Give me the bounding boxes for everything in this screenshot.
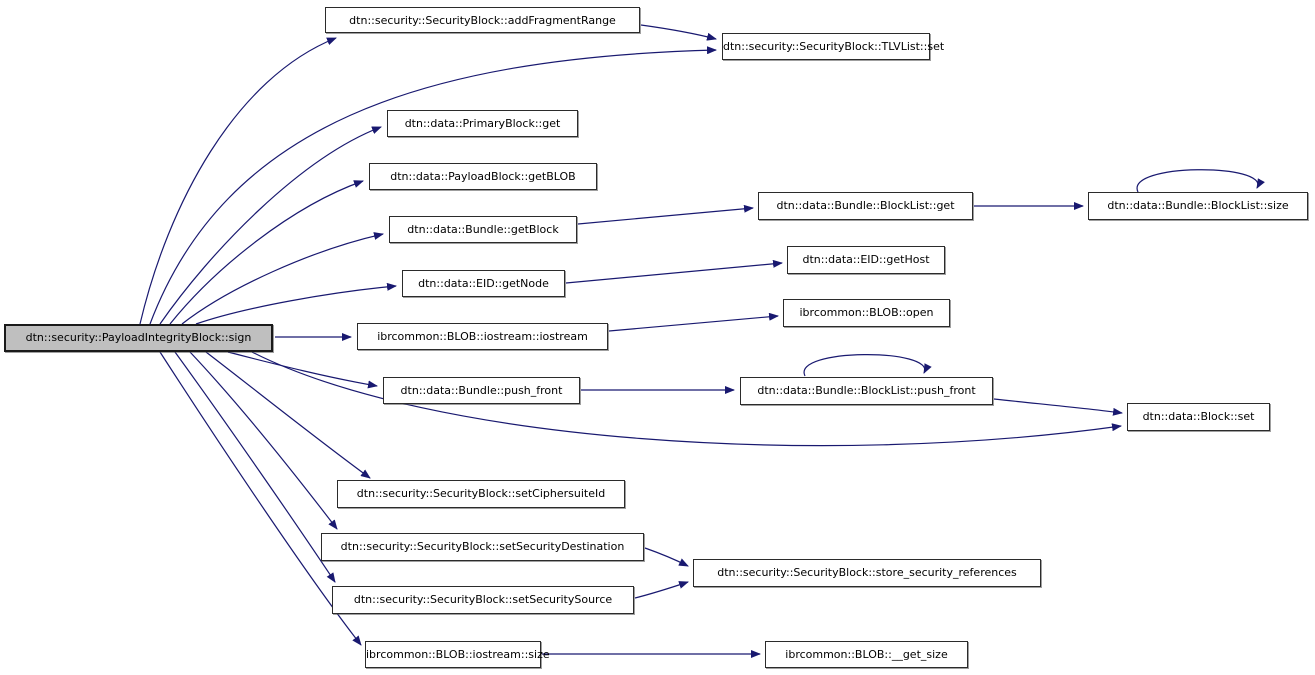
edge-blocklist-size-self-loop xyxy=(1137,170,1258,192)
edge-sign-to-bundle-push-front xyxy=(228,352,377,386)
edge-sign-to-setsecuritysource xyxy=(175,352,335,582)
node-blocklist-get[interactable]: dtn::data::Bundle::BlockList::get xyxy=(758,192,973,220)
node-eid-getnode[interactable]: dtn::data::EID::getNode xyxy=(402,270,565,297)
node-blocklist-push-front[interactable]: dtn::data::Bundle::BlockList::push_front xyxy=(740,377,993,405)
node-blocklist-size[interactable]: dtn::data::Bundle::BlockList::size xyxy=(1088,192,1308,220)
edge-blocklist-push-front-self-loop xyxy=(804,355,925,376)
node-setciphersuiteid[interactable]: dtn::security::SecurityBlock::setCiphersuiteId xyxy=(337,480,625,508)
node-eid-gethost[interactable]: dtn::data::EID::getHost xyxy=(787,246,945,274)
edge-blocklist-push-front-to-block-set xyxy=(994,399,1122,413)
node-blob-open[interactable]: ibrcommon::BLOB::open xyxy=(783,299,950,327)
node-store-security-references[interactable]: dtn::security::SecurityBlock::store_security_references xyxy=(693,559,1041,587)
edge-sign-to-blob-iostream-size xyxy=(160,352,361,645)
node-add-fragment-range[interactable]: dtn::security::SecurityBlock::addFragmentRange xyxy=(325,7,640,33)
node-bundle-push-front[interactable]: dtn::data::Bundle::push_front xyxy=(383,377,580,404)
node-setsecuritydestination[interactable]: dtn::security::SecurityBlock::setSecurityDestination xyxy=(321,533,644,561)
node-bundle-getblock[interactable]: dtn::data::Bundle::getBlock xyxy=(389,216,577,243)
node-sign[interactable]: dtn::security::PayloadIntegrityBlock::sign xyxy=(4,324,273,352)
node-primaryblock-get[interactable]: dtn::data::PrimaryBlock::get xyxy=(387,110,578,137)
node-block-set[interactable]: dtn::data::Block::set xyxy=(1127,403,1270,431)
edge-blob-iostream-ctor-to-blob-open xyxy=(609,316,778,331)
edge-sign-to-primaryblock-get xyxy=(160,127,381,324)
node-tlvlist-set[interactable]: dtn::security::SecurityBlock::TLVList::set xyxy=(722,33,930,60)
node-payloadblock-getblob[interactable]: dtn::data::PayloadBlock::getBLOB xyxy=(369,163,597,190)
node-blob-get-size[interactable]: ibrcommon::BLOB::__get_size xyxy=(765,641,968,668)
edge-sign-to-eid-getnode xyxy=(196,286,396,324)
edge-bundle-getblock-to-blocklist-get xyxy=(578,208,753,224)
edge-setsecuritysource-to-store-security-references xyxy=(635,582,688,598)
node-blob-iostream-ctor[interactable]: ibrcommon::BLOB::iostream::iostream xyxy=(357,323,608,350)
edge-setsecuritydestination-to-store-security-references xyxy=(645,548,688,566)
edge-eid-getnode-to-eid-gethost xyxy=(566,263,782,283)
node-setsecuritysource[interactable]: dtn::security::SecurityBlock::setSecuritySource xyxy=(332,586,634,614)
node-blob-iostream-size[interactable]: ibrcommon::BLOB::iostream::size xyxy=(365,641,541,668)
edge-add-fragment-range-to-tlvlist-set xyxy=(641,25,716,39)
